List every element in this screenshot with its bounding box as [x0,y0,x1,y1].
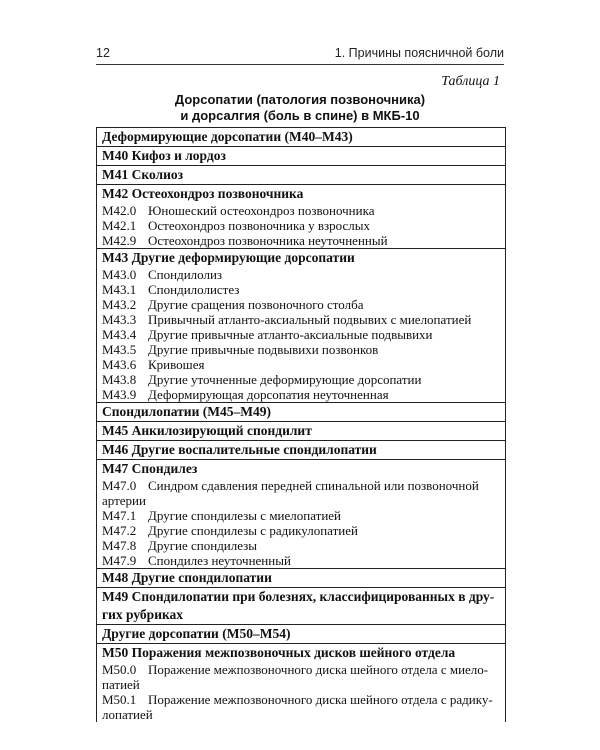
subcode-text: Другие спондилезы [148,538,258,553]
table-row-m43 [97,249,505,403]
subcode: М42.1 [102,218,137,233]
table-row-m40 [97,147,505,166]
table-row-m50 [97,644,505,722]
table-row-section-other-dorsopathies [97,625,505,644]
subcode-line [102,553,500,568]
table-title-line-1: Дорсопатии (патология позвоночника) [174,92,426,107]
subcode-line [102,218,500,233]
icd-table [96,127,506,722]
table-label: Таблица 1 [441,74,500,89]
subcode-text: Привычный атланто-аксиальный подвывих с миелопатией [148,312,472,327]
running-head: 1. Причины поясничной боли [334,46,504,60]
subcode-text: Юношеский остеохондроз позвоночника [148,203,375,218]
category-heading: М46 Другие воспалительные спондилопатии [102,442,377,457]
subcode: М42.0 [102,203,137,218]
table-title [96,92,504,124]
category-heading: М49 Спондилопатии при болезнях, классифицированных в дру- [102,589,495,604]
subcode-text: Остеохондроз позвоночника неуточненный [148,233,388,248]
section-heading: Деформирующие дорсопатии (М40–М43) [102,129,353,144]
subcode-text: Спондилез неуточненный [148,553,291,568]
subcode-continuation: патией [102,677,140,692]
table-row-m49 [97,588,505,625]
subcode-text: Другие сращения позвоночного столба [148,297,364,312]
category-heading: М47 Спондилез [102,461,198,476]
table-title-line-2: и дорсалгия (боль в спине) в МКБ-10 [180,108,420,123]
subcode-line [102,342,500,357]
subcode-line [102,312,500,327]
subcode: М47.8 [102,538,137,553]
subcode-continuation: лопатией [102,707,153,722]
subcode: М47.2 [102,523,137,538]
section-heading: Другие дорсопатии (М50–М54) [102,626,291,641]
subcode-text: Другие спондилезы с радикулопатией [148,523,358,538]
subcode-text: Другие спондилезы с миелопатией [148,508,342,523]
subcode: М43.5 [102,342,137,357]
subcode-line [102,203,500,218]
subcode-text: Остеохондроз позвоночника у взрослых [148,218,370,233]
subcode-line [102,372,500,387]
subcode-line [102,508,500,523]
subcode-text: Деформирующая дорсопатия неуточненная [148,387,389,402]
subcode-line [102,267,500,282]
subcode-text: Другие уточненные деформирующие дорсопатии [148,372,422,387]
table-row-section-deforming [97,128,505,147]
table-row-m46 [97,441,505,460]
table-row-m45 [97,422,505,441]
category-heading: М41 Сколиоз [102,167,184,182]
subcode-line [102,233,500,248]
subcode: М42.9 [102,233,137,248]
subcode-text: Спондилолиз [148,267,223,282]
subcode: М43.6 [102,357,137,372]
table-row-m48 [97,569,505,588]
subcode-line [102,297,500,312]
subcode: М43.0 [102,267,137,282]
header-rule [96,64,504,65]
subcode: М43.8 [102,372,137,387]
subcode-line [102,662,500,677]
subcode-line [102,327,500,342]
subcode: М43.9 [102,387,137,402]
subcode: М47.0 [102,478,137,493]
table-row-m42 [97,185,505,249]
subcode: М47.9 [102,553,137,568]
category-heading: М45 Анкилозирующий спондилит [102,423,312,438]
subcode: М43.2 [102,297,137,312]
category-heading: М43 Другие деформирующие дорсопатии [102,250,355,265]
table-row-section-spondylopathies [97,403,505,422]
subcode: М43.1 [102,282,137,297]
table-row-m41 [97,166,505,185]
category-heading: М50 Поражения межпозвоночных дисков шейного отдела [102,645,456,660]
category-heading: М40 Кифоз и лордоз [102,148,226,163]
subcode-line [102,282,500,297]
subcode-text: Кривошея [148,357,205,372]
page-number: 12 [96,46,110,60]
subcode-text: Другие привычные атланто-аксиальные подвывихи [148,327,433,342]
subcode: М47.1 [102,508,137,523]
subcode: М50.0 [102,662,137,677]
subcode-text: Другие привычные подвывихи позвонков [148,342,379,357]
subcode: М43.4 [102,327,137,342]
table-row-m47 [97,460,505,569]
category-heading-continuation: гих рубриках [102,607,184,622]
subcode-text: Спондилолистез [148,282,240,297]
subcode-line [102,523,500,538]
subcode: М43.3 [102,312,137,327]
subcode-text: Синдром сдавления передней спинальной или позвоночной [148,478,479,493]
category-heading: М42 Остеохондроз позвоночника [102,186,304,201]
subcode-line [102,538,500,553]
subcode-text: Поражение межпозвоночного диска шейного отдела с радику- [148,692,493,707]
subcode-line [102,357,500,372]
subcode: М50.1 [102,692,137,707]
subcode-text: Поражение межпозвоночного диска шейного отдела с миело- [148,662,489,677]
subcode-line [102,478,500,493]
subcode-continuation: артерии [102,493,146,508]
section-heading: Спондилопатии (М45–М49) [102,404,271,419]
category-heading: М48 Другие спондилопатии [102,570,272,585]
subcode-line [102,692,500,707]
subcode-line [102,387,500,402]
